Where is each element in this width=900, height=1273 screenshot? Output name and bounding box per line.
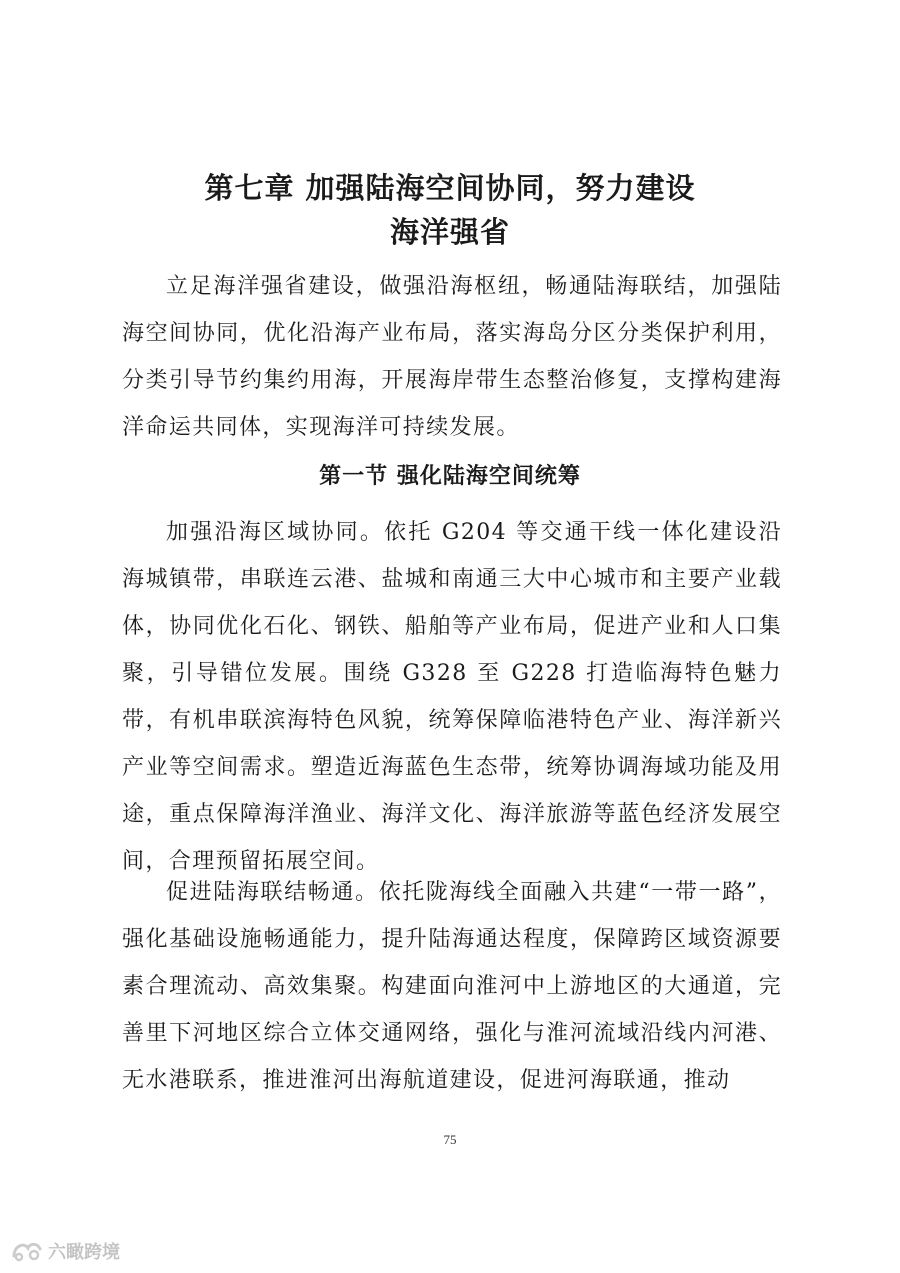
- page-number: 75: [443, 1132, 457, 1147]
- watermark-text: 六瞰跨境: [48, 1242, 120, 1263]
- chapter-title-line2: 海洋强省: [389, 215, 510, 249]
- watermark: [10, 1238, 120, 1264]
- paragraph-coastal-coordination: [122, 509, 782, 885]
- paragraph-lead: 促进陆海联结畅通。: [166, 880, 379, 905]
- paragraph-body: 依托陇海线全面融入共建“一带一路”，强化基础设施畅通能力，提升陆海通达程度，保障跨区域资源要素合理流动、高效集聚。构建面向淮河中上游地区的大通道，完善里下河地区综合立体交通网络，强化与淮河流域沿线内河港、无水港联系，推进淮河出海航道建设，促进河海联通，推动: [122, 880, 782, 1093]
- chapter-title-line1: 第七章 加强陆海空间协同，努力建设: [204, 171, 696, 205]
- section-heading: 第一节 强化陆海空间统筹: [319, 464, 581, 489]
- paragraph-land-sea-link: [122, 869, 782, 1104]
- paragraph-body: 依托 G204 等交通干线一体化建设沿海城镇带，串联连云港、盐城和南通三大中心城市和主要产业载体，协同优化石化、钢铁、船舶等产业布局，促进产业和人口集聚，引导错位发展。围绕 G328 至 G228 打造临海特色魅力带，有机串联滨海特色风貌，统筹保障临港特色产业、海洋新兴产业等空间需求。塑造近海蓝色生态带，统筹协调海域功能及用途，重点保障海洋渔业、海洋文化、海洋旅游等蓝色经济发展空间，合理预留拓展空间。: [122, 520, 783, 874]
- watermark-logo-icon: [10, 1240, 44, 1262]
- intro-paragraph: 立足海洋强省建设，做强沿海枢纽，畅通陆海联结，加强陆海空间协同，优化沿海产业布局，落实海岛分区分类保护利用，分类引导节约集约用海，开展海岸带生态整治修复，支撑构建海洋命运共同体，实现海洋可持续发展。: [122, 274, 782, 440]
- paragraph-lead: 加强沿海区域协同。: [166, 520, 385, 545]
